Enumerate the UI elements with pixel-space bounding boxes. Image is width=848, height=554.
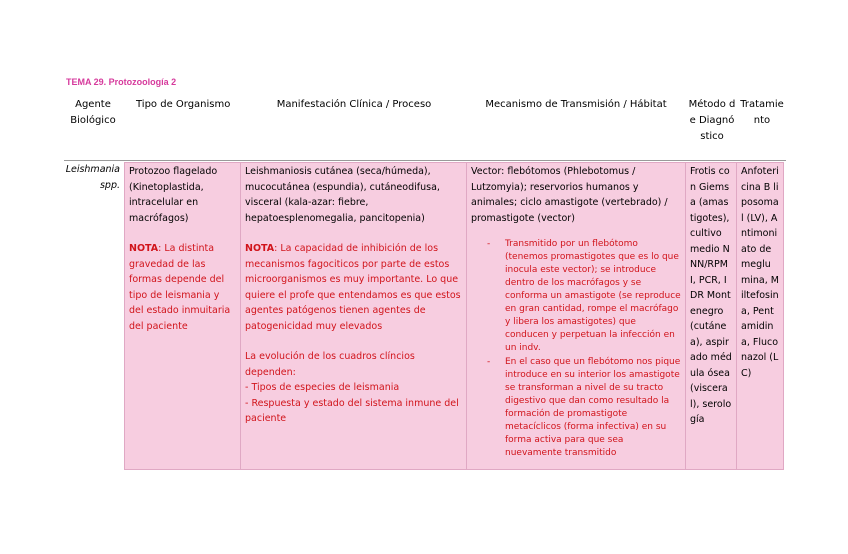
cell-agent: Leishmania spp. bbox=[65, 164, 120, 191]
note-text: : La capacidad de inhibición de los mecanismos fagociticos por parte de estos microorganismos es muy importante. Lo que quiere el profe que entendamos es que estos agentes patógenos tienen agentes de patogenicidad muy elevados bbox=[245, 243, 461, 332]
header-mechanism: Mecanismo de Transmisión / Hábitat bbox=[485, 99, 667, 110]
cell-manifestation bbox=[240, 162, 467, 470]
organism-type-note bbox=[129, 241, 236, 334]
organism-type-text: Protozoo flagelado (Kinetoplastida, intracelular en macrófagos) bbox=[129, 166, 218, 224]
note-label: NOTA bbox=[245, 243, 275, 254]
evolution-item-2: - Respuesta y estado del sistema inmune del paciente bbox=[245, 397, 459, 424]
header-diagnosis: Método de Diagnóstico bbox=[688, 99, 736, 142]
note-label: NOTA bbox=[129, 243, 159, 254]
evolution-title: La evolución de los cuadros clíncios dependen: bbox=[245, 351, 415, 378]
mechanism-bullets bbox=[471, 238, 681, 460]
mechanism-bullet: - Transmitido por un flebótomo (tenemos promastigotes que es lo que inocula este vector); se introduce dentro de los macrófagos y se conforma un amastigote (se reproduce en gran cantidad, rompe el macrófago y libera los amastigotes) que conducen y perpetuan la infección en un indv. bbox=[505, 238, 681, 355]
cell-diagnosis bbox=[685, 162, 737, 470]
note-text: : La distinta gravedad de las formas depende del tipo de leismania y del estado inmuitaria del paciente bbox=[129, 243, 231, 332]
mechanism-text: Vector: flebótomos (Phlebotomus / Lutzomyia); reservorios humanos y animales; ciclo amastigote (vertebrado) / promastigote (vector) bbox=[471, 166, 668, 224]
treatment-text: Anfotericina B liposomal (LV), Antimoniato de meglumina, Miltefosina, Pentamidina, Fluconazol (LC) bbox=[741, 166, 779, 379]
cell-mechanism bbox=[466, 162, 686, 470]
header-type: Tipo de Organismo bbox=[136, 99, 231, 110]
cell-treatment bbox=[736, 162, 784, 470]
manifestation-text: Leishmaniosis cutánea (seca/húmeda), mucocutánea (espundia), cutáneodifusa, visceral (kala-azar: fiebre, hepatoesplenomegalia, pancitopenia) bbox=[245, 166, 440, 224]
evolution-item-1: - Tipos de especies de leismania bbox=[245, 382, 400, 393]
manifestation-note bbox=[245, 241, 462, 334]
document-title: TEMA 29. Protozoología 2 bbox=[66, 77, 177, 87]
cell-organism-type bbox=[124, 162, 241, 470]
header-treatment: Tratamiento bbox=[740, 99, 784, 126]
table-divider bbox=[64, 160, 786, 161]
header-agent: Agente Biológico bbox=[70, 99, 116, 126]
mechanism-bullet: - En el caso que un flebótomo nos pique introduce en su interior los amastigote se transforman a nivel de su tracto digestivo que dan como resultado la formación de promastigote metacíclicos (forma infectiva) en su forma activa para que sea nuevamente transmitido bbox=[505, 356, 681, 460]
header-manifestation: Manifestación Clínica / Proceso bbox=[276, 99, 432, 110]
diagnosis-text: Frotis con Giemsa (amastigotes), cultivo medio NNN/RPMI, PCR, IDR Montenegro (cutánea), aspirado médula ósea (visceral), serología bbox=[690, 166, 732, 425]
